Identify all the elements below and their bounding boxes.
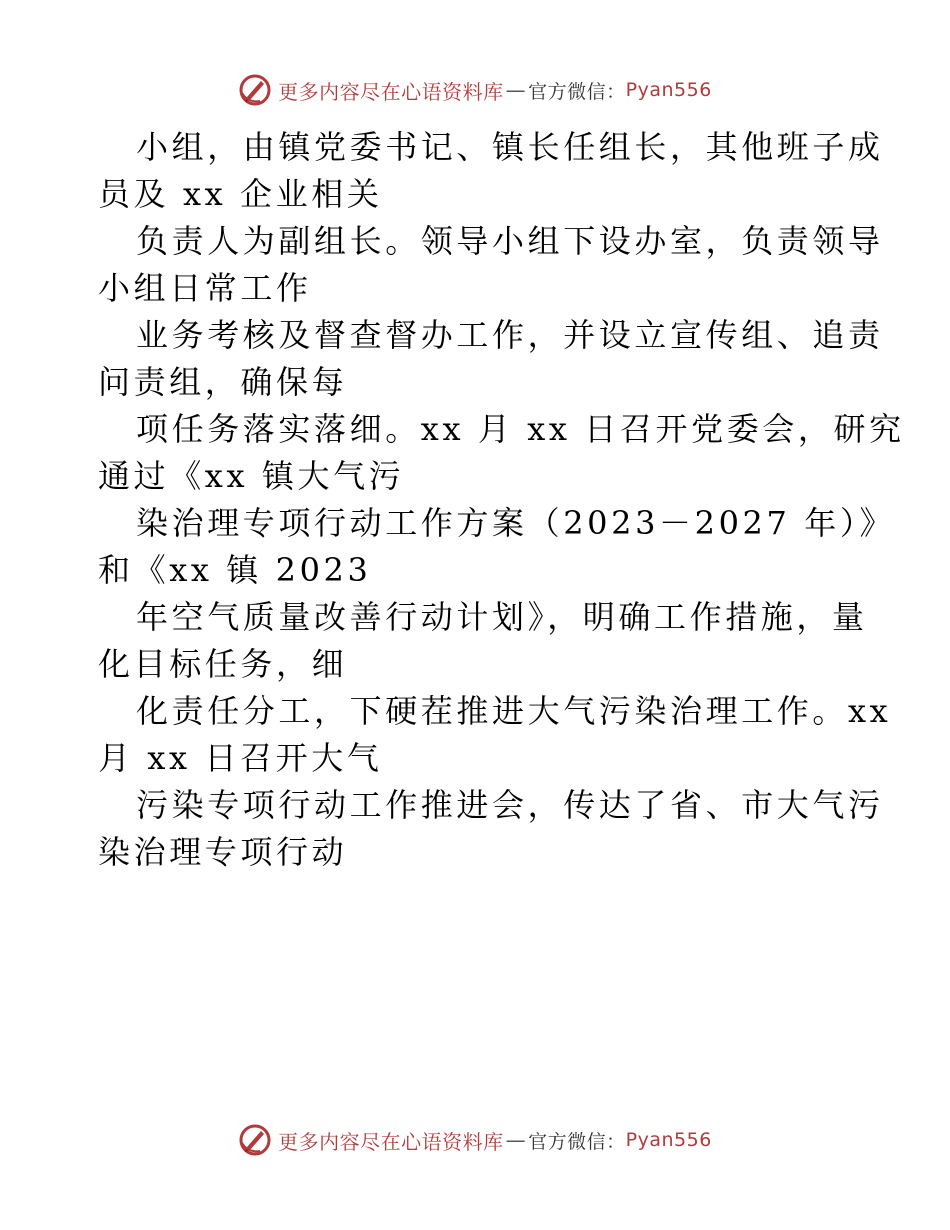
- text-line: 通过《xx 镇大气污: [98, 457, 405, 495]
- pen-logo-icon: [238, 73, 272, 107]
- watermark-wechat-label: 官方微信：: [528, 80, 626, 103]
- text-line: 项任务落实落细。xx 月 xx 日召开党委会，研究: [136, 410, 905, 448]
- text-line: 染治理专项行动: [98, 833, 348, 871]
- text-line: 月 xx 日召开大气: [98, 739, 383, 777]
- header-watermark: [0, 70, 950, 110]
- text-line: 业务考核及督查督办工作，并设立宣传组、追责: [136, 316, 884, 354]
- watermark-wechat-id: Pyan556: [625, 79, 712, 101]
- text-line: 负责人为副组长。领导小组下设办室，负责领导: [136, 222, 884, 260]
- watermark-prefix: 更多内容尽在心语资料库: [278, 1129, 504, 1154]
- body-text: [98, 124, 905, 876]
- text-line: 小组日常工作: [98, 269, 312, 307]
- watermark-wechat-id: Pyan556: [625, 1129, 712, 1151]
- text-line: 年空气质量改善行动计划》，明确工作措施，量: [136, 598, 868, 636]
- text-line: 小组，由镇党委书记、镇长任组长，其他班子成: [136, 128, 884, 166]
- text-line: 染治理专项行动工作方案（2023－2027 年）》: [136, 504, 896, 542]
- text-line: 化责任分工，下硬茬推进大气污染治理工作。xx: [136, 692, 892, 730]
- watermark-dash: —: [505, 1128, 527, 1152]
- pen-logo-icon: [238, 1123, 272, 1157]
- text-line: 员及 xx 企业相关: [98, 175, 383, 213]
- footer-watermark: [0, 1120, 950, 1160]
- text-line: 污染专项行动工作推进会，传达了省、市大气污: [136, 786, 884, 824]
- watermark-dash: —: [505, 78, 527, 102]
- text-line: 问责组，确保每: [98, 363, 348, 401]
- watermark-wechat-label: 官方微信：: [528, 1130, 626, 1153]
- watermark-prefix: 更多内容尽在心语资料库: [278, 79, 504, 104]
- text-line: 和《xx 镇 2023: [98, 551, 372, 589]
- text-line: 化目标任务，细: [98, 645, 348, 683]
